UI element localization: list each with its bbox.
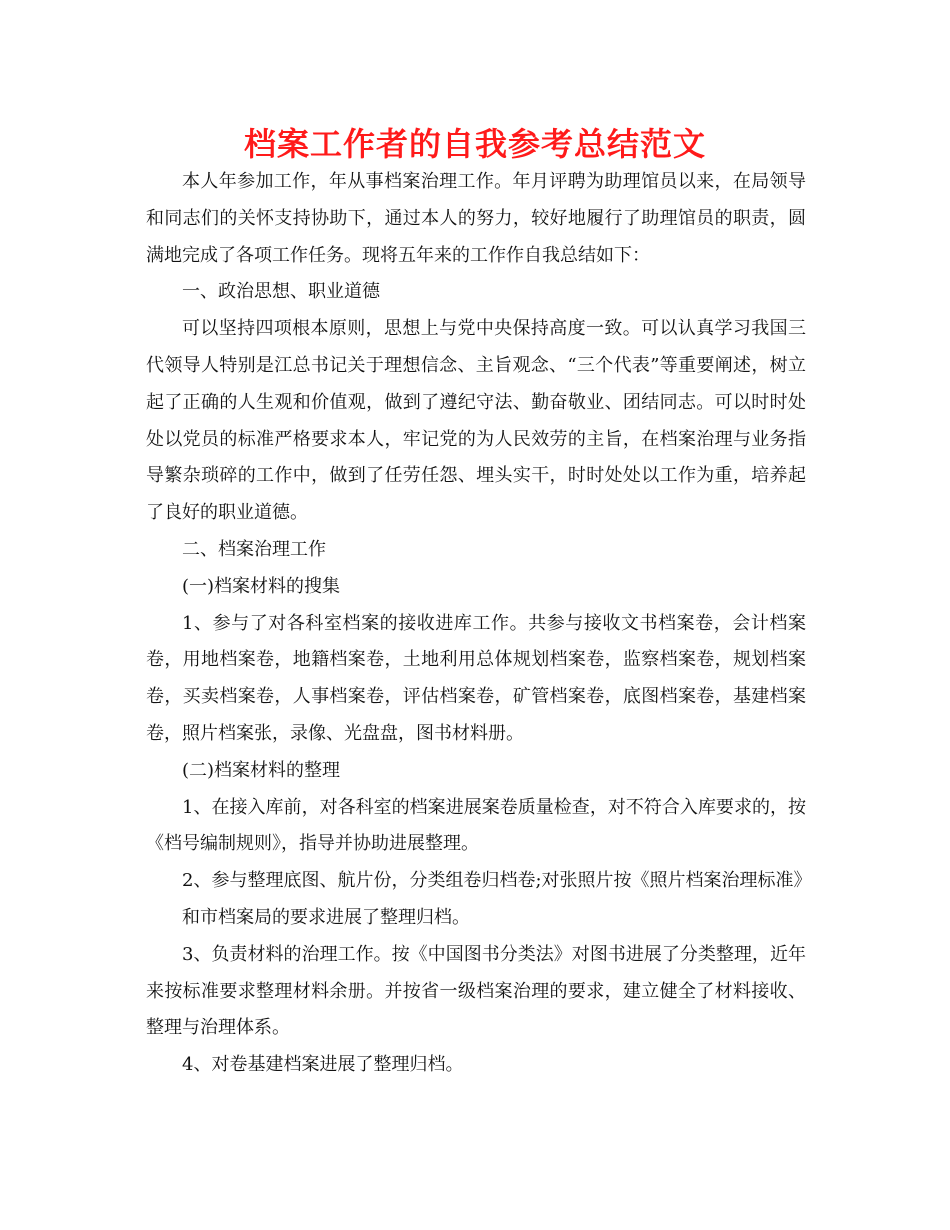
heading-archive-management: 二、档案治理工作 — [182, 538, 326, 560]
paragraph-intro: 本人年参加工作，年从事档案治理工作。年月评聘为助理馆员以来，在局领导和同志们的关怀支持协助下，通过本人的努力，较好地履行了助理馆员的职责，圆满地完成了各项工作任务。现将五年来的工作作自我总结如下： — [146, 171, 806, 266]
paragraph-organization-3: 3、负责材料的治理工作。按《中国图书分类法》对图书进展了分类整理，近年来按标准要求整理材料余册。并按省一级档案治理的要求，建立健全了材料接收、整理与治理体系。 — [146, 943, 806, 1039]
paragraph-politics-ethics: 可以坚持四项根本原则，思想上与党中央保持高度一致。可以认真学习我国三代领导人特别是江总书记关于理想信念、主旨观念、“三个代表”等重要阐述，树立起了正确的人生观和价值观，做到了遵纪守法、勤奋敬业、团结同志。可以时时处处以党员的标准严格要求本人，牢记党的为人民效劳的主旨，在档案治理与业务指导繁杂琐碎的工作中，做到了任劳任怨、埋头实干，时时处处以工作为重，培养起了良好的职业道德。 — [146, 318, 806, 524]
subheading-collection: (一)档案材料的搜集 — [182, 575, 341, 597]
paragraph-organization-2-cont: 和市档案局的要求进展了整理归档。 — [182, 906, 470, 928]
document-body — [146, 164, 812, 1084]
document-title: 档案工作者的自我参考总结范文 — [243, 125, 706, 163]
paragraph-organization-4: 4、对卷基建档案进展了整理归档。 — [182, 1054, 464, 1076]
subheading-organization: (二)档案材料的整理 — [182, 759, 341, 781]
heading-politics-ethics: 一、政治思想、职业道德 — [182, 281, 380, 303]
paragraph-organization-2: 2、参与整理底图、航片份，分类组卷归档卷;对张照片按《照片档案治理标准》 — [182, 870, 812, 892]
paragraph-collection-1: 1、参与了对各科室档案的接收进库工作。共参与接收文书档案卷，会计档案卷，用地档案卷，地籍档案卷，土地利用总体规划档案卷，监察档案卷，规划档案卷，买卖档案卷，人事档案卷，评估档案卷，矿管档案卷，底图档案卷，基建档案卷，照片档案张，录像、光盘盘，图书材料册。 — [146, 612, 806, 744]
paragraph-organization-1: 1、在接入库前，对各科室的档案进展案卷质量检查，对不符合入库要求的，按《档号编制规则》，指导并协助进展整理。 — [146, 796, 806, 855]
